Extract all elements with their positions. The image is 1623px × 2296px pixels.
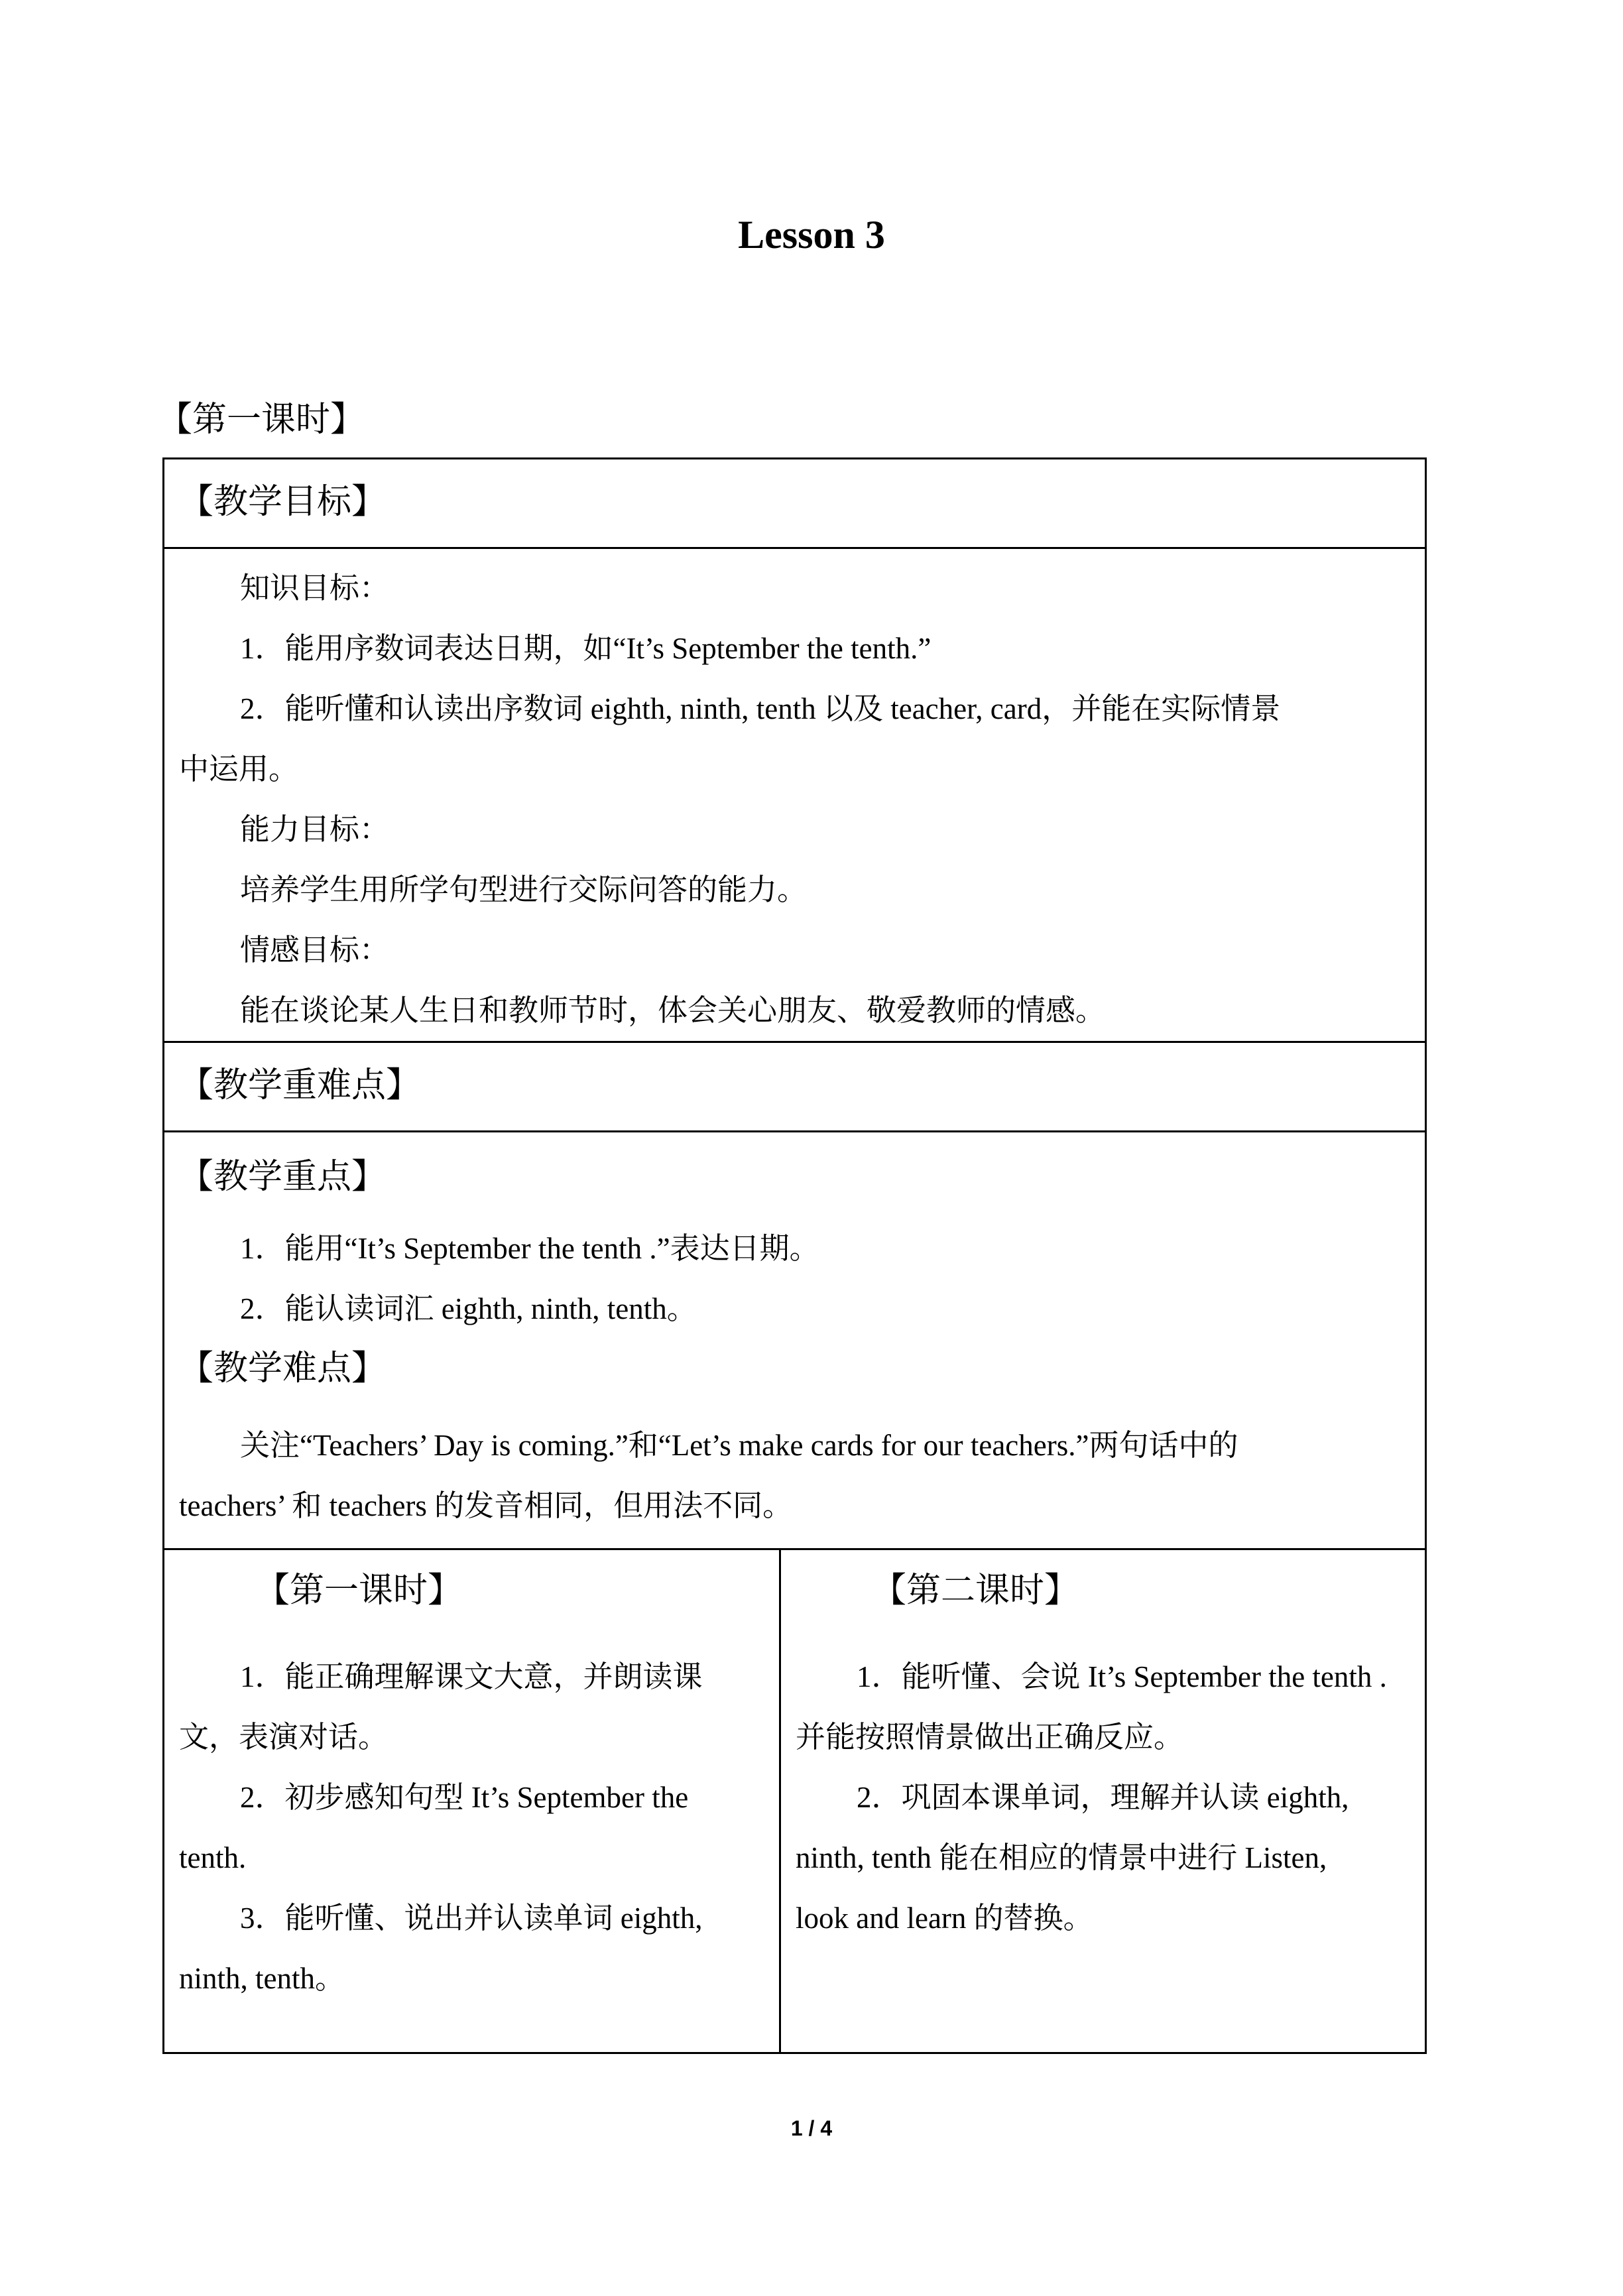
- first-period-item-2-cont: tenth.: [179, 1841, 247, 1874]
- knowledge-item-2: 2．能听懂和认读出序数词 eighth, ninth, tenth 以及 teacher, card，并能在实际情景: [240, 692, 1281, 725]
- periods-row: [164, 1549, 1426, 2053]
- emotion-item-1: 能在谈论某人生日和教师节时，体会关心朋友、敬爱教师的情感。: [240, 994, 1106, 1027]
- page-number: 1 / 4: [790, 2116, 833, 2140]
- key-difficult-body-row: [164, 1132, 1426, 1549]
- difficult-point-1: 关注“Teachers’ Day is coming.”和“Let’s make cards for our teachers.”两句话中的: [240, 1429, 1238, 1462]
- emotion-label: 情感目标：: [240, 934, 390, 967]
- first-period-item-3-cont: ninth, tenth。: [179, 1962, 345, 1995]
- objectives-heading: 【教学目标】: [179, 483, 387, 521]
- second-period-cell: [781, 1550, 1425, 1949]
- document-title: Lesson 3: [738, 213, 885, 257]
- second-period-item-1-cont: 并能按照情景做出正确反应。: [796, 1721, 1184, 1754]
- lesson-plan-table: [162, 457, 1427, 2054]
- first-period-item-1: 1．能正确理解课文大意，并朗读课: [240, 1660, 703, 1693]
- knowledge-label: 知识目标：: [240, 572, 390, 605]
- difficult-points-heading: 【教学难点】: [179, 1350, 387, 1388]
- knowledge-item-2-cont: 中运用。: [179, 753, 299, 786]
- session-heading: 【第一课时】: [158, 401, 365, 439]
- second-period-item-1: 1．能听懂、会说 It’s September the tenth .: [857, 1660, 1387, 1693]
- second-period-item-2-cont: ninth, tenth 能在相应的情景中进行 Listen,: [796, 1841, 1327, 1874]
- first-period-heading: 【第一课时】: [255, 1572, 463, 1610]
- objectives-header-row: [164, 459, 1426, 548]
- key-points-heading: 【教学重点】: [179, 1158, 387, 1196]
- second-period-item-2: 2．巩固本课单词，理解并认读 eighth,: [857, 1781, 1349, 1814]
- first-period-item-3: 3．能听懂、说出并认读单词 eighth,: [240, 1902, 703, 1935]
- first-period-item-1-cont: 文，表演对话。: [179, 1721, 389, 1754]
- key-difficult-header-row: [164, 1042, 1426, 1132]
- second-period-heading: 【第二课时】: [872, 1572, 1079, 1610]
- key-difficult-heading: 【教学重难点】: [179, 1067, 421, 1105]
- ability-item-1: 培养学生用所学句型进行交际问答的能力。: [240, 873, 808, 906]
- objectives-body-row: [164, 548, 1426, 1042]
- key-point-1: 1．能用“It’s September the tenth .”表达日期。: [240, 1232, 819, 1265]
- ability-label: 能力目标：: [240, 813, 390, 846]
- key-point-2: 2．能认读词汇 eighth, ninth, tenth。: [240, 1292, 697, 1325]
- second-period-item-2-cont2: look and learn 的替换。: [796, 1902, 1093, 1935]
- first-period-item-2: 2．初步感知句型 It’s September the: [240, 1781, 689, 1814]
- knowledge-item-1: 1．能用序数词表达日期，如“It’s September the tenth.”: [240, 632, 932, 665]
- difficult-point-1-cont: teachers’ 和 teachers 的发音相同，但用法不同。: [179, 1489, 793, 1522]
- first-period-cell: [164, 1550, 779, 2009]
